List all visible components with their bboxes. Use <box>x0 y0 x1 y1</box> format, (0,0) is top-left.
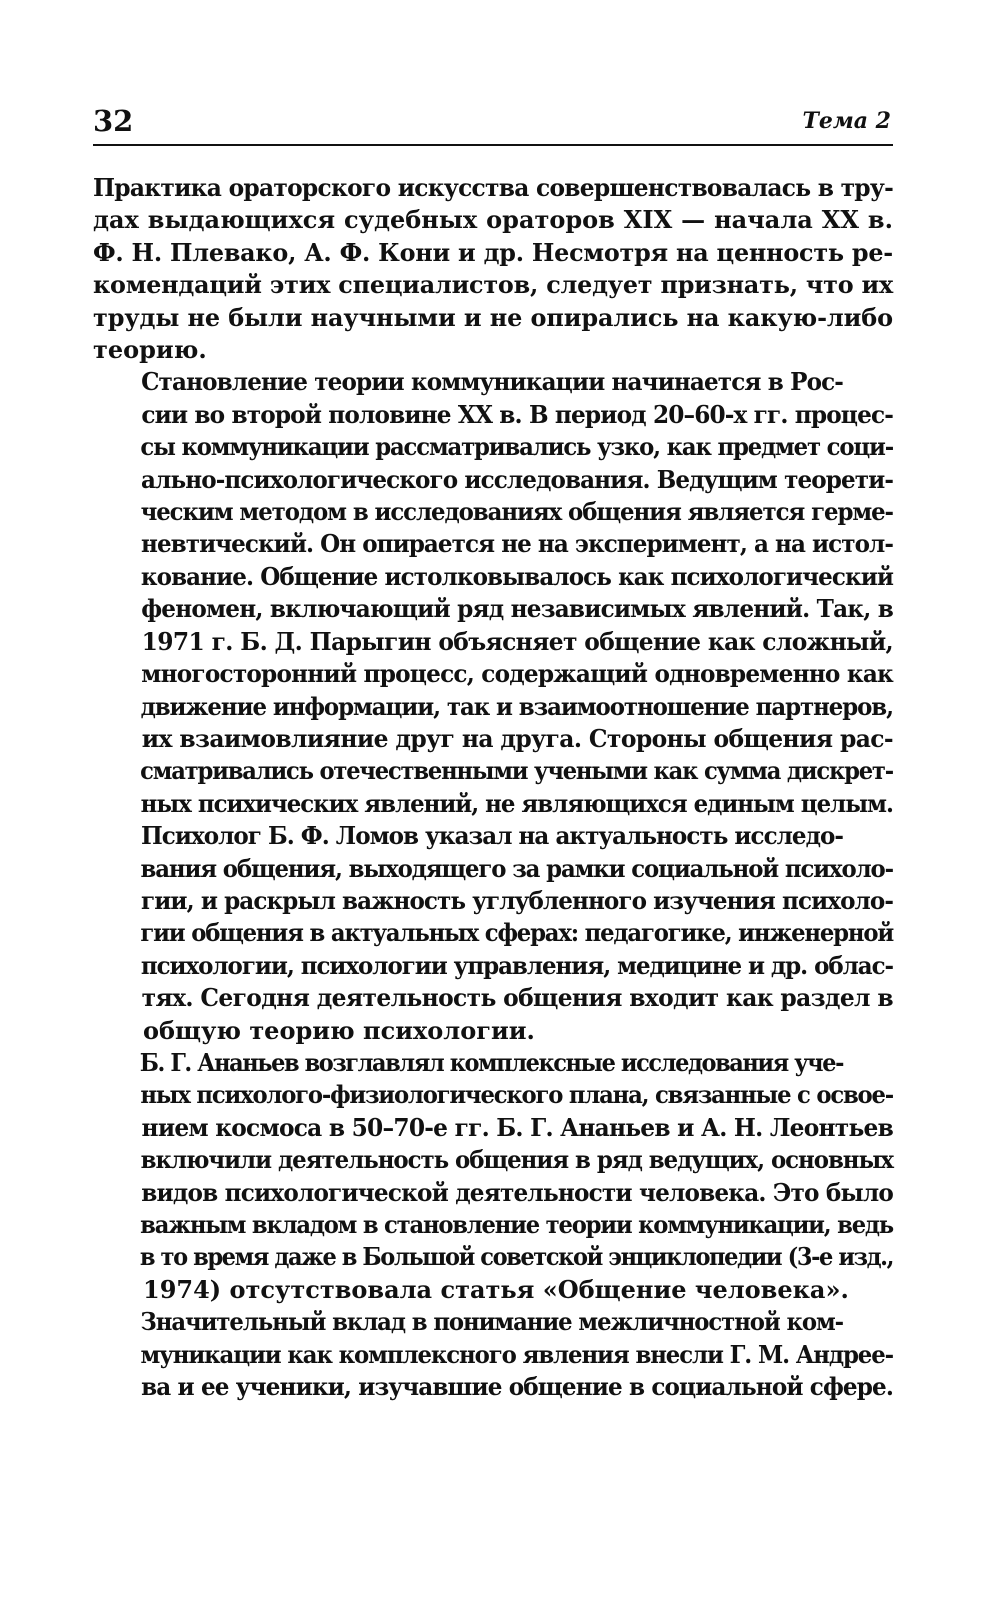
text-line: многосторонний процесс, содержащий одновременно как <box>141 659 894 689</box>
text-line: Практика ораторского искусства совершенствовалась в тру- <box>93 173 894 202</box>
text-line: нием космоса в 50–70-е гг. Б. Г. Ананьев и А. Н. Леонтьев <box>141 1112 894 1142</box>
text-line: в то время даже в Большой советской энциклопедии (3-е изд., <box>139 1242 894 1272</box>
text-line: Психолог Б. Ф. Ломов указал на актуальность исследо- <box>140 821 843 851</box>
text-line: их взаимовлияние друг на друга. Стороны общения рас- <box>141 723 894 753</box>
body-text <box>93 172 893 1403</box>
text-line: психологии, психологии управления, медицине и др. облас- <box>140 950 894 980</box>
text-line: дах выдающихся судебных ораторов XIX — начала XX в. <box>93 205 893 235</box>
page-header <box>93 98 893 146</box>
text-line: 1971 г. Б. Д. Парыгин объясняет общение как сложный, <box>141 626 894 656</box>
text-line: ных психических явлений, не являющихся единым целым. <box>140 788 893 818</box>
text-line: движение информации, так и взаимоотношение партнеров, <box>140 691 894 721</box>
text-line: 1974) отсутствовала статья «Общение человека». <box>143 1274 849 1304</box>
text-line: Б. Г. Ананьев возглавлял комплексные исследования уче- <box>139 1047 843 1077</box>
paragraph <box>93 1047 893 1306</box>
text-line: сии во второй половине XX в. В период 20–60-х гг. процес- <box>141 399 893 429</box>
text-line: муникации как комплексного явления внесли Г. М. Андрее- <box>140 1339 894 1369</box>
text-line: комендаций этих специалистов, следует признать, что их <box>93 270 894 300</box>
text-line: Ф. Н. Плевако, А. Ф. Кони и др. Несмотря на ценность ре- <box>93 237 893 267</box>
paragraph <box>93 820 893 1047</box>
text-line: теорию. <box>93 335 207 365</box>
text-line: включили деятельность общения в ряд ведущих, основных <box>140 1145 893 1175</box>
text-line: гии общения в актуальных сферах: педагогике, инженерной <box>140 918 894 948</box>
running-title: Тема 2 <box>802 108 891 134</box>
text-line: кование. Общение истолковывалось как психологический <box>140 561 894 591</box>
text-line: видов психологической деятельности человека. Это было <box>141 1177 893 1207</box>
page-number: 32 <box>93 104 134 138</box>
text-line: тях. Сегодня деятельность общения входит как раздел в <box>141 983 893 1013</box>
text-line: общую теорию психологии. <box>143 1015 535 1045</box>
text-line: феномен, включающий ряд независимых явлений. Так, в <box>141 594 894 624</box>
text-line: труды не были научными и не опирались на какую-либо <box>93 302 894 332</box>
text-line: гии, и раскрыл важность углубленного изучения психоло- <box>141 885 893 915</box>
paragraph <box>93 172 893 366</box>
text-line: ально-психологического исследования. Ведущим теорети- <box>141 464 894 494</box>
text-line: невтический. Он опирается не на эксперимент, а на истол- <box>141 529 893 559</box>
text-line: Становление теории коммуникации начинается в Рос- <box>141 367 843 397</box>
text-line: ных психолого-физиологического плана, связанные с освое- <box>140 1080 893 1110</box>
text-line: ческим методом в исследованиях общения является герме- <box>140 497 893 527</box>
text-line: сы коммуникации рассматривались узко, как предмет соци- <box>140 432 894 462</box>
text-line: важным вкладом в становление теории коммуникации, ведь <box>140 1210 893 1239</box>
text-line: сматривались отечественными учеными как сумма дискрет- <box>140 756 893 786</box>
text-line: вания общения, выходящего за рамки социальной психоло- <box>140 853 894 883</box>
text-line: Значительный вклад в понимание межличностной ком- <box>140 1307 844 1337</box>
paragraph <box>93 366 893 820</box>
paragraph <box>93 1306 893 1403</box>
text-line: ва и ее ученики, изучавшие общение в социальной сфере. <box>141 1372 894 1402</box>
